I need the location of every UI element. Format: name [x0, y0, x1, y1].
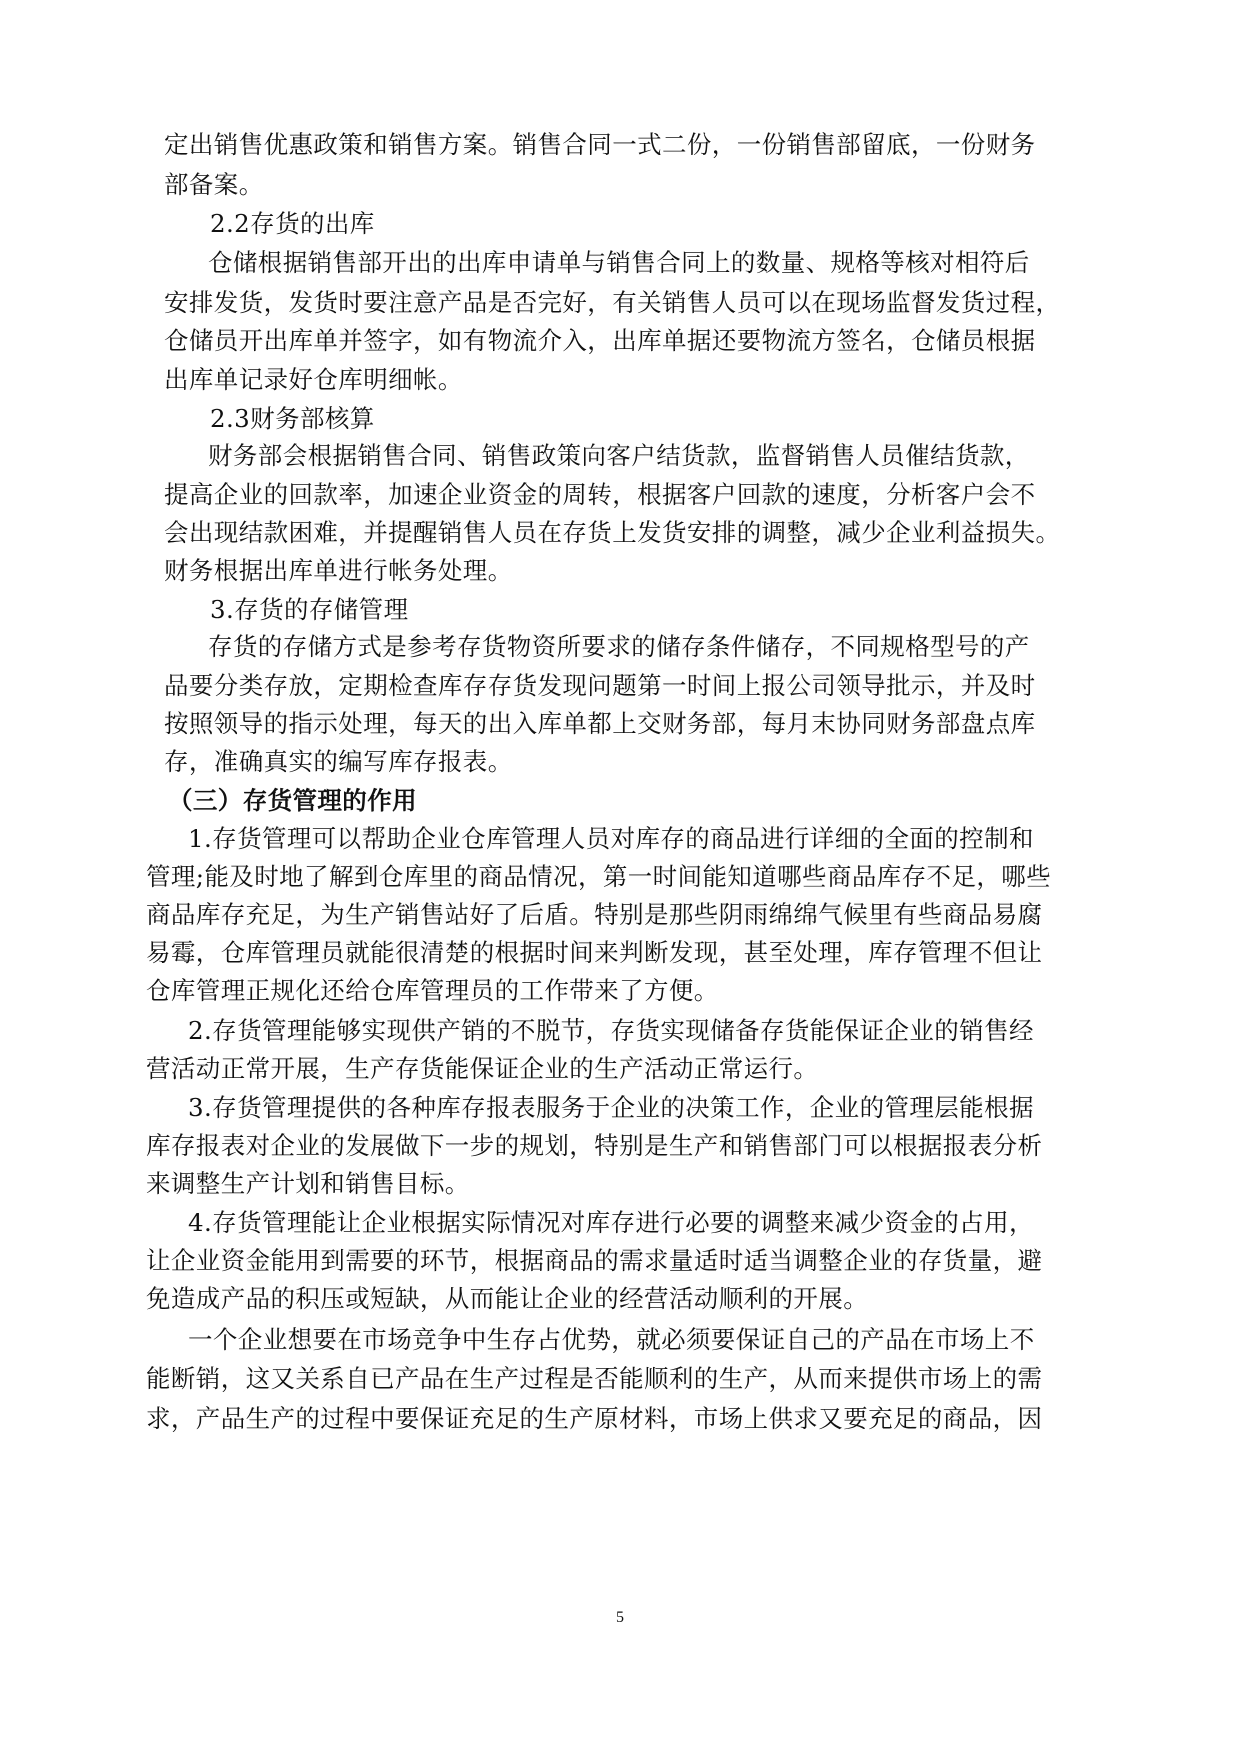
- text-line: 来调整生产计划和销售目标。: [146, 1169, 470, 1198]
- text-line: 求，产品生产的过程中要保证充足的生产原材料，市场上供求又要充足的商品，因: [146, 1404, 1043, 1433]
- section-heading: 3.存货的存储管理: [210, 595, 409, 624]
- text-line: 3.存货管理提供的各种库存报表服务于企业的决策工作，企业的管理层能根据: [188, 1093, 1034, 1122]
- text-line: 按照领导的指示处理，每天的出入库单都上交财务部，每月末协同财务部盘点库: [164, 709, 1036, 738]
- text-line: 部备案。: [164, 170, 264, 199]
- section-title: （三）存货管理的作用: [168, 786, 417, 815]
- section-heading: 2.3财务部核算: [210, 404, 375, 433]
- text-line: 1.存货管理可以帮助企业仓库管理人员对库存的商品进行详细的全面的控制和: [188, 824, 1034, 853]
- text-line: 仓储根据销售部开出的出库申请单与销售合同上的数量、规格等核对相符后: [208, 248, 1030, 277]
- section-heading: 2.2存货的出库: [210, 209, 375, 238]
- text-line: 易霉，仓库管理员就能很清楚的根据时间来判断发现，甚至处理，库存管理不但让: [146, 938, 1043, 967]
- text-line: 财务部会根据销售合同、销售政策向客户结货款，监督销售人员催结货款，: [208, 441, 1030, 470]
- text-line: 仓库管理正规化还给仓库管理员的工作带来了方便。: [146, 976, 719, 1005]
- text-line: 品要分类存放，定期检查库存存货发现问题第一时间上报公司领导批示，并及时: [164, 671, 1036, 700]
- page-number: 5: [616, 1609, 624, 1626]
- text-line: 营活动正常开展，生产存货能保证企业的生产活动正常运行。: [146, 1054, 819, 1083]
- text-line: 定出销售优惠政策和销售方案。销售合同一式二份，一份销售部留底，一份财务: [164, 130, 1036, 159]
- text-line: 4.存货管理能让企业根据实际情况对库存进行必要的调整来减少资金的占用，: [188, 1208, 1034, 1237]
- text-line: 管理;能及时地了解到仓库里的商品情况，第一时间能知道哪些商品库存不足，哪些: [146, 862, 1052, 891]
- text-line: 一个企业想要在市场竞争中生存占优势，就必须要保证自己的产品在市场上不: [188, 1325, 1035, 1354]
- text-line: 财务根据出库单进行帐务处理。: [164, 556, 513, 585]
- text-line: 存货的存储方式是参考存货物资所要求的储存条件储存，不同规格型号的产: [208, 632, 1030, 661]
- text-line: 存，准确真实的编写库存报表。: [164, 747, 513, 776]
- text-line: 商品库存充足，为生产销售站好了后盾。特别是那些阴雨绵绵气候里有些商品易腐: [146, 900, 1043, 929]
- text-line: 安排发货，发货时要注意产品是否完好，有关销售人员可以在现场监督发货过程，: [164, 288, 1061, 317]
- text-line: 2.存货管理能够实现供产销的不脱节，存货实现储备存货能保证企业的销售经: [188, 1016, 1034, 1045]
- text-line: 仓储员开出库单并签字，如有物流介入，出库单据还要物流方签名，仓储员根据: [164, 326, 1036, 355]
- text-line: 能断销，这又关系自已产品在生产过程是否能顺利的生产，从而来提供市场上的需: [146, 1364, 1043, 1393]
- text-line: 会出现结款困难，并提醒销售人员在存货上发货安排的调整，减少企业利益损失。: [164, 518, 1061, 547]
- text-line: 库存报表对企业的发展做下一步的规划，特别是生产和销售部门可以根据报表分析: [146, 1131, 1043, 1160]
- text-line: 出库单记录好仓库明细帐。: [164, 365, 463, 394]
- text-line: 提高企业的回款率，加速企业资金的周转，根据客户回款的速度，分析客户会不: [164, 480, 1036, 509]
- text-line: 让企业资金能用到需要的环节，根据商品的需求量适时适当调整企业的存货量，避: [146, 1246, 1043, 1275]
- text-line: 免造成产品的积压或短缺，从而能让企业的经营活动顺利的开展。: [146, 1284, 869, 1313]
